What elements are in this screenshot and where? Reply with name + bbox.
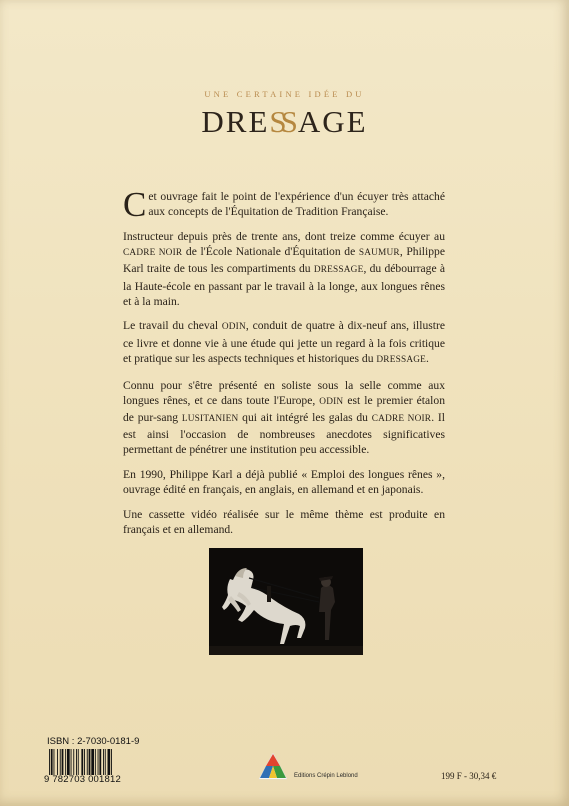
p2-text-a: Instructeur depuis près de trente ans, dont treize comme écuyer au — [123, 229, 445, 243]
barcode-number: 9 782703 001812 — [44, 774, 121, 785]
price: 199 F - 30,34 € — [441, 771, 497, 781]
p3-text-b: , conduit de quatre à dix-neuf ans, illustre ce livre et donne vie à une étude qui jette un regard à la fois critique et pratique sur les aspects techniques et historiques du — [123, 319, 445, 365]
p4-text-d: . Il est ainsi l'occasion de nombreuses anecdotes significatives permettant de pénétrer une institution peu accessible. — [123, 410, 445, 457]
logo-text-start: DRE — [201, 104, 270, 139]
p2-smallcaps-1: CADRE NOIR — [123, 248, 183, 259]
rearing-horse-illustration — [209, 548, 363, 655]
p1-text: et ouvrage fait le point de l'expérience d'un écuyer très attaché aux concepts de l'Équitation de Tradition Française. — [148, 190, 445, 219]
p4-smallcaps-2: LUSITANIEN — [181, 413, 239, 424]
publisher-name: Editions Crépin Leblond — [294, 773, 358, 779]
p2-smallcaps-3: DRESSAGE — [313, 265, 364, 276]
horse-photo — [209, 548, 363, 655]
p2-text-d: , du débourrage à la Haute-école en passant par le travail à la longe, aux longues rênes et à la main. — [123, 262, 445, 308]
p2-text-b: de l'École Nationale d'Équitation de — [182, 245, 359, 259]
series-subtitle: UNE CERTAINE IDÉE DU — [204, 89, 365, 99]
blurb — [123, 185, 445, 547]
isbn: ISBN : 2-7030-0181-9 — [47, 736, 140, 747]
paragraph-3 — [123, 318, 445, 368]
paragraph-6: Une cassette vidéo réalisée sur le même thème est produite en français et en allemand. — [123, 507, 445, 537]
p3-text-c: . — [426, 351, 429, 365]
p4-text-b: est le premier étalon de pur-sang — [123, 393, 445, 424]
p2-smallcaps-2: SAUMUR — [358, 248, 400, 259]
paragraph-2 — [123, 229, 445, 309]
p4-text-c: qui ait intégré les galas du — [238, 410, 372, 424]
p4-smallcaps-1: ODIN — [319, 396, 344, 407]
paragraph-4 — [123, 378, 445, 458]
p4-smallcaps-3: CADRE NOIR — [371, 413, 432, 424]
p2-text-c: , Philippe Karl traite de tous les compartiments du — [123, 245, 445, 276]
barcode-icon — [49, 749, 137, 775]
publisher-logo-icon — [258, 752, 288, 780]
paragraph-1 — [123, 185, 445, 224]
p3-smallcaps-2: DRESSAGE — [376, 354, 427, 365]
logo-ss: SS — [269, 104, 292, 139]
p3-smallcaps-1: ODIN — [221, 322, 246, 333]
dressage-logo — [0, 104, 569, 140]
p3-text-a: Le travail du cheval — [123, 319, 222, 333]
logo-text-end: AGE — [297, 104, 368, 139]
drop-cap: C — [123, 185, 147, 224]
p4-text-a: Connu pour s'être présenté en soliste sous la selle comme aux longues rênes, et ce dans toute l'Europe, — [123, 378, 445, 407]
paragraph-5: En 1990, Philippe Karl a déjà publié « Emploi des longues rênes », ouvrage édité en français, en anglais, en allemand et en japonais. — [123, 468, 445, 497]
